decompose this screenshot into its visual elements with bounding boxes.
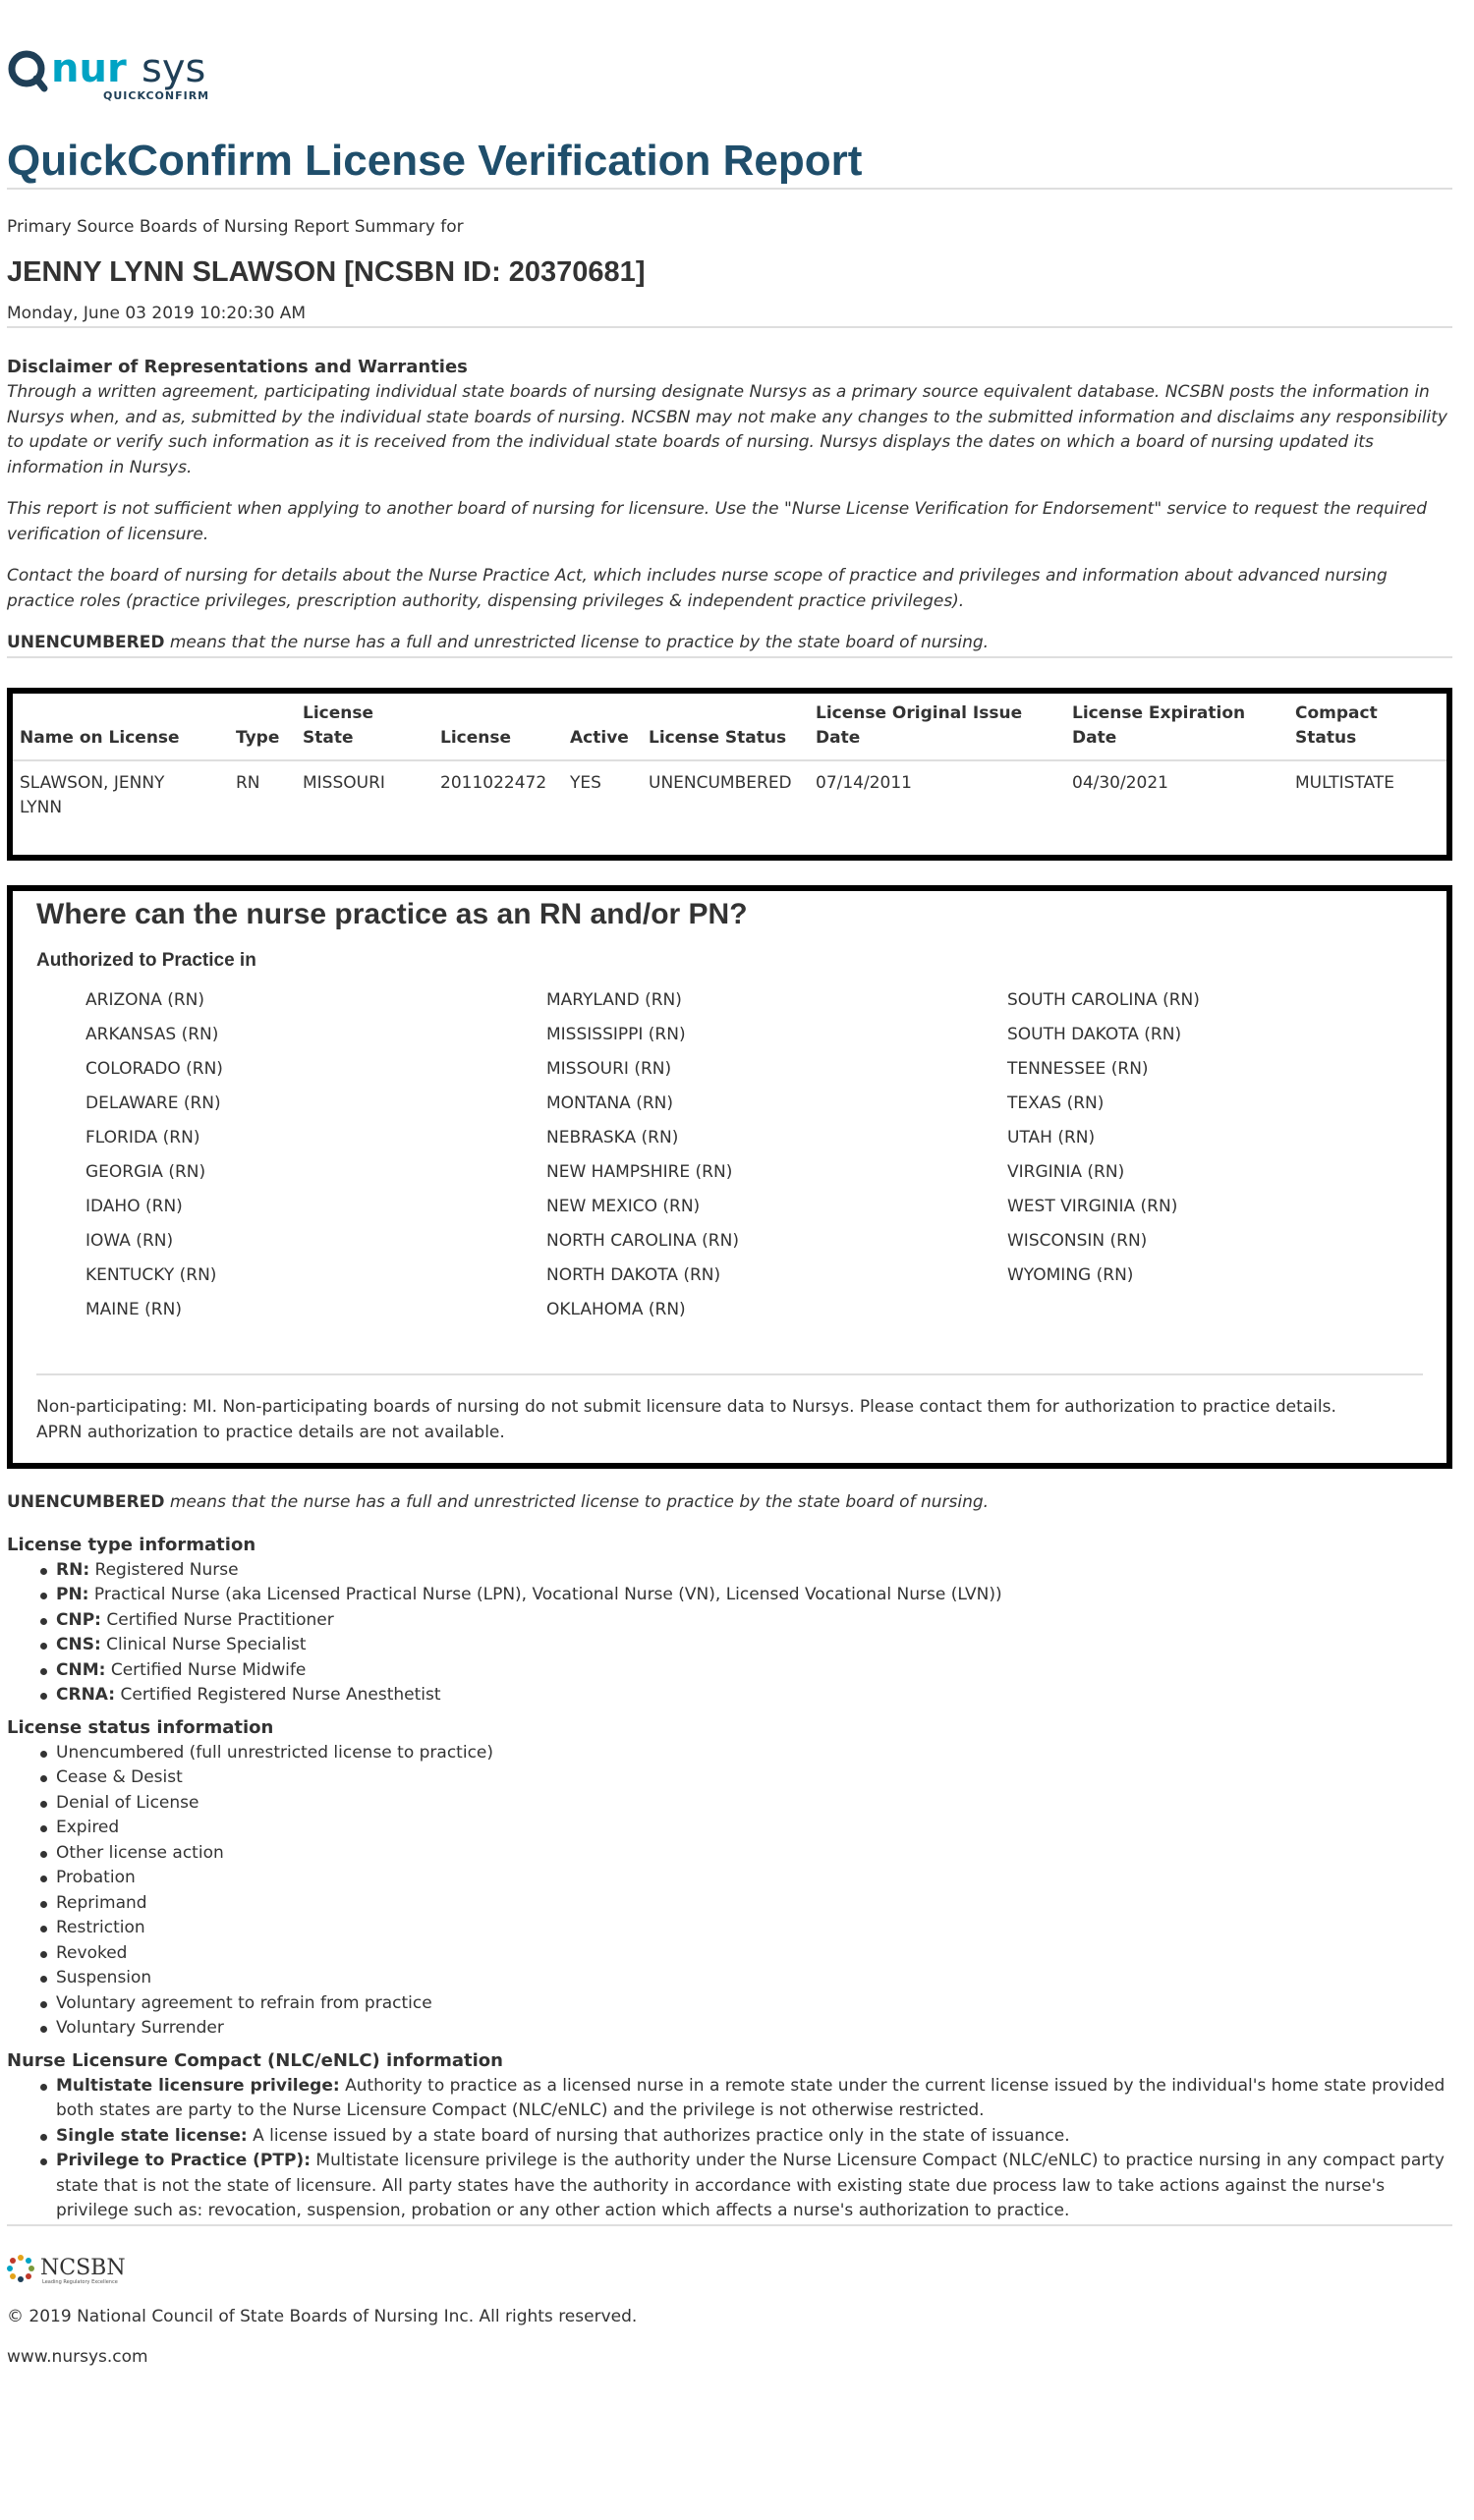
authorized-state: MISSOURI (RN) <box>546 1059 672 1080</box>
list-item-term: PN: <box>56 1585 89 1605</box>
cell-expiration-date: 04/30/2021 <box>1072 772 1168 793</box>
unencumbered-definition <box>7 631 1452 656</box>
cell-compact-status: MULTISTATE <box>1295 772 1394 793</box>
authorized-state: NORTH CAROLINA (RN) <box>546 1231 739 1252</box>
list-item-desc: Authority to practice as a licensed nurse in a remote state under the current license issued by the individual's home state provided both states are party to the Nurse Licensure Compact (NLC/eNLC) and the privilege is not otherwise restricted. <box>56 2075 1446 2121</box>
nlc-heading: Nurse Licensure Compact (NLC/eNLC) information <box>7 2049 503 2071</box>
list-item: Reprimand <box>40 1891 1452 1917</box>
cell-issue-date: 07/14/2011 <box>816 772 912 793</box>
unencumbered-term: UNENCUMBERED <box>7 633 165 653</box>
cell-active: YES <box>570 772 601 793</box>
col-active: Active <box>563 694 642 760</box>
nursys-logo <box>7 0 1452 116</box>
authorized-state: NEBRASKA (RN) <box>546 1128 679 1148</box>
list-item <box>40 1583 1452 1608</box>
list-item <box>40 2074 1452 2124</box>
authorized-state: SOUTH DAKOTA (RN) <box>1007 1025 1182 1045</box>
authorized-state: IOWA (RN) <box>85 1231 174 1252</box>
authorized-state: TENNESSEE (RN) <box>1007 1059 1149 1080</box>
person-name-heading: JENNY LYNN SLAWSON [NCSBN ID: 20370681] <box>7 256 646 289</box>
list-item: Voluntary Surrender <box>40 2016 1452 2042</box>
authorized-state: MAINE (RN) <box>85 1300 182 1320</box>
list-item: Cease & Desist <box>40 1765 1452 1791</box>
cell-name-on-license: SLAWSON, JENNY LYNN <box>20 772 165 818</box>
authorized-state: KENTUCKY (RN) <box>85 1265 217 1286</box>
list-item-term: Single state license: <box>56 2125 248 2146</box>
col-issue-date: License Original Issue Date <box>809 694 1065 760</box>
ncsbn-logo-icon <box>7 2252 144 2285</box>
col-license-state: License State <box>296 694 433 760</box>
authorized-subheading: Authorized to Practice in <box>36 949 256 971</box>
list-item-desc: A license issued by a state board of nursing that authorizes practice only in the state of issuance. <box>253 2125 1070 2146</box>
list-item: Denial of License <box>40 1791 1452 1817</box>
col-expiration-date: License Expiration Date <box>1065 694 1288 760</box>
nonparticipating-text: Non-participating: MI. Non-participating boards of nursing do not submit licensure data to Nursys. Please contact them for authorization to practice details. <box>36 1397 1336 1418</box>
report-title: QuickConfirm License Verification Report <box>7 137 863 185</box>
authorized-state: DELAWARE (RN) <box>85 1093 221 1114</box>
unencumbered-desc: means that the nurse has a full and unrestricted license to practice by the state board of nursing. <box>169 633 990 653</box>
nursys-logo-icon <box>7 44 233 105</box>
cell-type: RN <box>236 772 260 793</box>
list-item-term: Privilege to Practice (PTP): <box>56 2151 312 2171</box>
authorized-state: NEW HAMPSHIRE (RN) <box>546 1162 733 1183</box>
list-item-desc: Registered Nurse <box>94 1559 239 1580</box>
list-item: Voluntary agreement to refrain from practice <box>40 1991 1452 2017</box>
list-item <box>40 1608 1452 1634</box>
col-type: Type <box>229 694 296 760</box>
list-item-desc: Certified Registered Nurse Anesthetist <box>120 1685 441 1706</box>
list-item <box>40 1658 1452 1684</box>
unencumbered-definition <box>7 1490 1452 1516</box>
disclaimer-paragraph-3: Contact the board of nursing for details about the Nurse Practice Act, which includes nurse scope of practice and privileges and information about advanced nursing practice roles (practice privileges, prescription authority, dispensing privileges & independent practice privileges). <box>7 566 1388 611</box>
footer-url-link[interactable]: www.nursys.com <box>7 2347 148 2368</box>
authorized-state: GEORGIA (RN) <box>85 1162 206 1183</box>
list-item-term: CNP: <box>56 1609 101 1630</box>
list-item-term: Multistate licensure privilege: <box>56 2075 340 2096</box>
list-item: Probation <box>40 1866 1452 1891</box>
cell-license-status: UNENCUMBERED <box>649 772 792 793</box>
list-item <box>40 2124 1452 2150</box>
list-item-term: RN: <box>56 1559 90 1580</box>
list-item <box>40 1558 1452 1584</box>
license-table-header-row <box>13 694 1446 760</box>
list-item-desc: Clinical Nurse Specialist <box>106 1635 307 1655</box>
authorized-state: FLORIDA (RN) <box>85 1128 200 1148</box>
disclaimer-paragraph-1: Through a written agreement, participating individual state boards of nursing designate Nursys as a primary source equivalent database. NCSBN posts the information in Nursys when, and as, submitted by the individual state boards of nursing. NCSBN may not make any changes to the submitted information and disclaims any responsibility to update or verify such information as it is received from the individual state boards of nursing. Nursys displays the dates on which a board of nursing updated its information in Nursys. <box>7 382 1447 477</box>
authorized-state: ARKANSAS (RN) <box>85 1025 219 1045</box>
list-item: Revoked <box>40 1941 1452 1967</box>
unencumbered-desc: means that the nurse has a full and unrestricted license to practice by the state board of nursing. <box>169 1492 990 1513</box>
authorized-states-list <box>36 986 1423 1324</box>
license-status-list <box>40 1741 1452 2042</box>
list-item: Unencumbered (full unrestricted license to practice) <box>40 1741 1452 1766</box>
disclaimer-paragraph-2: This report is not sufficient when applying to another board of nursing for licensure. Use the "Nurse License Verification for Endorsement" service to request the required verification of licensure. <box>7 499 1427 544</box>
authorized-state: VIRGINIA (RN) <box>1007 1162 1125 1183</box>
list-item: Suspension <box>40 1966 1452 1991</box>
logo-subtext: QUICKCONFIRM <box>103 89 210 102</box>
nonparticipating-note <box>36 1375 1423 1463</box>
list-item-desc: Certified Nurse Practitioner <box>106 1609 334 1630</box>
ncsbn-tagline: Leading Regulatory Excellence <box>42 2278 118 2285</box>
license-type-list <box>40 1558 1452 1708</box>
col-name-on-license: Name on License <box>13 694 229 760</box>
cell-license: 2011022472 <box>440 772 547 793</box>
divider <box>7 2224 1452 2226</box>
aprn-note: APRN authorization to practice details are not available. <box>36 1422 505 1442</box>
disclaimer-section <box>7 354 1452 656</box>
list-item <box>40 2149 1452 2224</box>
list-item <box>40 1633 1452 1658</box>
list-item-desc: Multistate licensure privilege is the authority under the Nurse Licensure Compact (NLC/eNLC) to practice nursing in any compact party state that is not the state of licensure. All party states have the authority in accordance with existing state due process law to take actions against the nurse's privilege such as: revocation, suspension, probation or any other action which affects a nurse's authorization to practice. <box>56 2151 1445 2221</box>
list-item-desc: Practical Nurse (aka Licensed Practical Nurse (LPN), Vocational Nurse (VN), Licensed Vocational Nurse (LVN)) <box>93 1585 1002 1605</box>
practice-box <box>7 885 1452 1470</box>
authorized-state: SOUTH CAROLINA (RN) <box>1007 990 1200 1011</box>
list-item: Expired <box>40 1816 1452 1841</box>
authorized-state: MISSISSIPPI (RN) <box>546 1025 686 1045</box>
divider <box>7 326 1452 328</box>
divider <box>7 188 1452 190</box>
summary-for-label: Primary Source Boards of Nursing Report Summary for <box>7 216 464 237</box>
list-item: Restriction <box>40 1916 1452 1941</box>
authorized-state: UTAH (RN) <box>1007 1128 1096 1148</box>
nlc-info-list <box>40 2074 1452 2224</box>
disclaimer-heading: Disclaimer of Representations and Warranties <box>7 357 468 378</box>
table-row <box>13 760 1446 855</box>
authorized-state: NORTH DAKOTA (RN) <box>546 1265 721 1286</box>
practice-heading: Where can the nurse practice as an RN and/or PN? <box>36 897 748 930</box>
footer-copyright: © 2019 National Council of State Boards of Nursing Inc. All rights reserved. <box>7 2306 638 2326</box>
license-status-heading: License status information <box>7 1716 274 1738</box>
list-item-term: CNM: <box>56 1659 106 1680</box>
ncsbn-logo <box>7 2252 1452 2285</box>
authorized-state: OKLAHOMA (RN) <box>546 1300 686 1320</box>
list-item-term: CNS: <box>56 1635 101 1655</box>
col-compact-status: Compact Status <box>1288 694 1446 760</box>
authorized-state: COLORADO (RN) <box>85 1059 223 1080</box>
authorized-state: WYOMING (RN) <box>1007 1265 1134 1286</box>
logo-wordmark-sys: sys <box>142 46 206 91</box>
authorized-state: TEXAS (RN) <box>1007 1093 1105 1114</box>
logo-wordmark-nur: nur <box>51 46 127 91</box>
license-table <box>13 694 1446 855</box>
reference-section <box>7 1490 1452 2224</box>
report-date: Monday, June 03 2019 10:20:30 AM <box>7 303 307 323</box>
license-table-box <box>7 688 1452 861</box>
authorized-state: NEW MEXICO (RN) <box>546 1197 701 1217</box>
ncsbn-wordmark: NCSBN <box>40 2255 126 2280</box>
authorized-state: MARYLAND (RN) <box>546 990 682 1011</box>
authorized-state: WEST VIRGINIA (RN) <box>1007 1197 1178 1217</box>
cell-license-state: MISSOURI <box>303 772 385 793</box>
col-license: License <box>433 694 563 760</box>
list-item-term: CRNA: <box>56 1685 116 1706</box>
list-item <box>40 1683 1452 1708</box>
col-license-status: License Status <box>642 694 809 760</box>
list-item-desc: Certified Nurse Midwife <box>110 1659 307 1680</box>
license-type-heading: License type information <box>7 1534 256 1555</box>
authorized-state: MONTANA (RN) <box>546 1093 674 1114</box>
authorized-state: WISCONSIN (RN) <box>1007 1231 1148 1252</box>
unencumbered-term: UNENCUMBERED <box>7 1492 165 1513</box>
authorized-state: IDAHO (RN) <box>85 1197 183 1217</box>
authorized-state <box>1007 1296 1423 1324</box>
authorized-state: ARIZONA (RN) <box>85 990 205 1011</box>
divider <box>7 656 1452 658</box>
list-item: Other license action <box>40 1841 1452 1867</box>
